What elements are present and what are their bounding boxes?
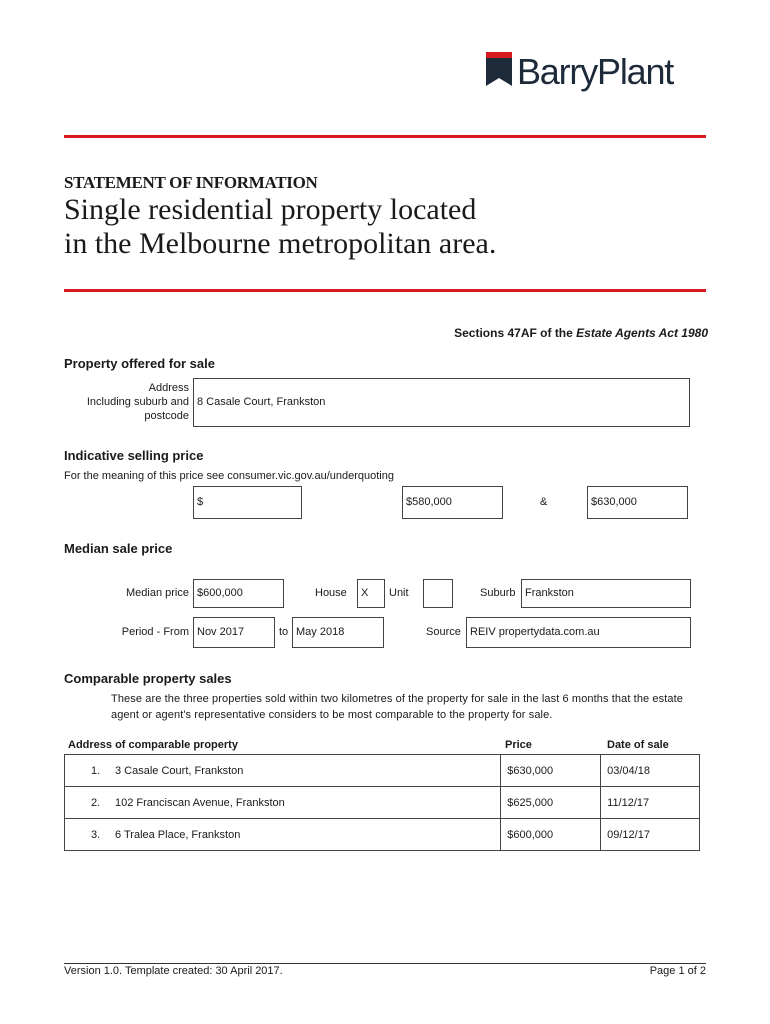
row-number: 1. xyxy=(91,764,101,777)
doc-kicker: STATEMENT OF INFORMATION xyxy=(64,173,318,192)
comparable-address-cell[interactable] xyxy=(65,787,501,819)
address-label-2: Including suburb and xyxy=(86,396,189,408)
median-price-value: $600,000 xyxy=(197,587,243,599)
doc-title-line-2: in the Melbourne metropolitan area. xyxy=(64,227,497,260)
comparable-desc-1: These are the three properties sold within two kilometres of the property for sale in the last 6 months that the estate xyxy=(111,693,683,705)
house-check-value: X xyxy=(361,587,369,599)
period-to-value: May 2018 xyxy=(296,626,345,638)
footer-rule xyxy=(64,963,706,964)
logo-wordmark: BarryPlant xyxy=(517,51,674,92)
table-row xyxy=(65,787,700,819)
median-price-label: Median price xyxy=(126,587,189,599)
row-address: 102 Franciscan Avenue, Frankston xyxy=(115,796,285,809)
period-from-value: Nov 2017 xyxy=(197,626,245,638)
comparable-desc-2: agent or agent's representative considers to be most comparable to the property for sale. xyxy=(111,709,553,721)
indicative-note: For the meaning of this price see consumer.vic.gov.au/underquoting xyxy=(64,470,394,482)
property-heading: Property offered for sale xyxy=(64,356,215,371)
price-high-value: $630,000 xyxy=(591,496,637,508)
house-label: House xyxy=(315,587,347,599)
unit-label: Unit xyxy=(389,587,409,599)
indicative-heading: Indicative selling price xyxy=(64,448,204,463)
table-row xyxy=(65,755,700,787)
row-address: 6 Tralea Place, Frankston xyxy=(115,828,241,841)
table-row xyxy=(65,819,700,851)
col-header-price: Price xyxy=(505,739,532,751)
mid-divider xyxy=(64,289,706,292)
median-heading: Median sale price xyxy=(64,541,173,556)
source-label: Source xyxy=(426,626,461,638)
comparable-price-cell[interactable]: $625,000 xyxy=(501,787,601,819)
comparable-address-cell[interactable] xyxy=(65,819,501,851)
row-number: 2. xyxy=(91,796,101,809)
comparable-address-cell[interactable] xyxy=(65,755,501,787)
row-number: 3. xyxy=(91,828,101,841)
suburb-value: Frankston xyxy=(525,587,574,599)
source-value: REIV propertydata.com.au xyxy=(470,626,600,638)
act-name: Estate Agents Act 1980 xyxy=(576,326,708,340)
price-currency: $ xyxy=(197,496,204,508)
comparable-date-cell[interactable]: 03/04/18 xyxy=(601,755,700,787)
top-divider xyxy=(64,135,706,138)
price-single-field[interactable] xyxy=(193,486,302,519)
price-and-label: & xyxy=(540,496,548,508)
comparable-date-cell[interactable]: 09/12/17 xyxy=(601,819,700,851)
doc-title-line-1: Single residential property located xyxy=(64,193,477,226)
footer-page: Page 1 of 2 xyxy=(649,965,706,977)
act-reference xyxy=(454,326,708,340)
suburb-label: Suburb xyxy=(480,587,516,599)
footer-version: Version 1.0. Template created: 30 April 2017. xyxy=(64,965,283,977)
period-to-label: to xyxy=(279,626,289,638)
act-prefix: Sections 47AF of the xyxy=(454,326,573,340)
comparable-price-cell[interactable]: $630,000 xyxy=(501,755,601,787)
price-low-value: $580,000 xyxy=(406,496,452,508)
comparable-price-cell[interactable]: $600,000 xyxy=(501,819,601,851)
unit-checkbox[interactable] xyxy=(423,579,453,608)
address-value: 8 Casale Court, Frankston xyxy=(197,396,326,408)
address-label-3: postcode xyxy=(144,410,189,422)
col-header-address: Address of comparable property xyxy=(68,739,238,751)
col-header-date: Date of sale xyxy=(607,739,669,751)
address-label-1: Address xyxy=(148,382,189,394)
period-from-label: Period - From xyxy=(121,626,189,638)
comparable-date-cell[interactable]: 11/12/17 xyxy=(601,787,700,819)
logo-mark-icon xyxy=(486,52,512,86)
comparable-heading: Comparable property sales xyxy=(64,671,232,686)
row-address: 3 Casale Court, Frankston xyxy=(115,764,244,777)
comparable-table xyxy=(64,754,700,851)
